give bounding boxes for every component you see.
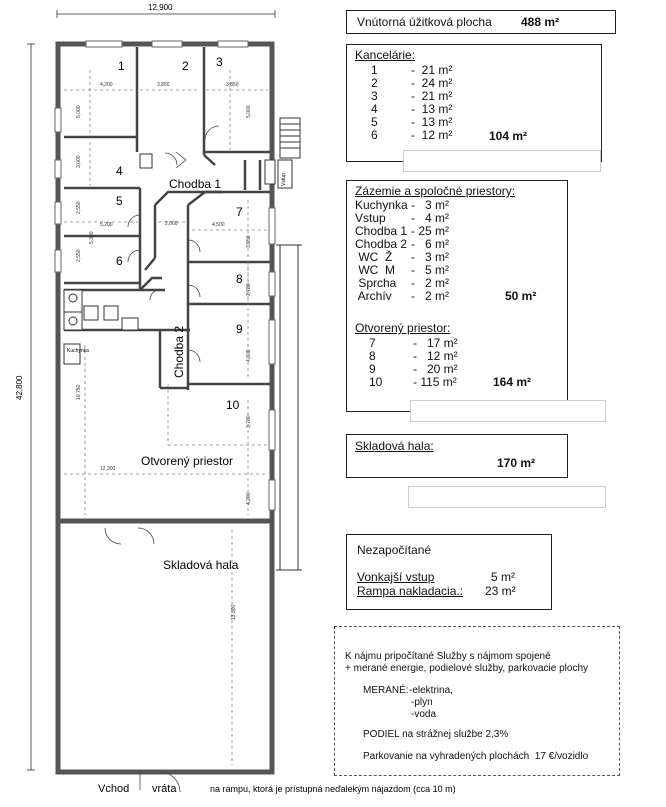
facility-3-name: Chodba 1 xyxy=(355,224,408,238)
open-7-num: 7 xyxy=(369,336,376,350)
dim-12300: 12,300 xyxy=(100,466,116,472)
metered-water: -voda xyxy=(411,709,437,720)
office-2-num: 2 xyxy=(371,76,378,90)
chodba-1-label: Chodba 1 xyxy=(169,177,222,191)
open-space-total: 164 m² xyxy=(493,375,532,389)
dim-3850b: 3,850 xyxy=(226,82,239,88)
room-2-label: 2 xyxy=(182,59,189,73)
notes-line-2: + merané energie, podielové služby, parkovacie plochy xyxy=(345,663,589,674)
dim-3950: 3,950 xyxy=(246,235,252,248)
facility-2-name: Vstup xyxy=(355,211,386,225)
dim-2780: 2,780 xyxy=(246,283,252,296)
facility-1-val: - 3 m² xyxy=(411,198,449,212)
dashed-lines xyxy=(64,70,268,765)
office-6-val: - 12 m² xyxy=(411,128,453,142)
office-4-num: 4 xyxy=(371,102,378,116)
summary-value: 488 m² xyxy=(521,15,560,29)
open-8-num: 8 xyxy=(369,349,376,363)
metered-label: MERANÉ: xyxy=(363,685,409,696)
room-9-label: 9 xyxy=(236,322,243,336)
dim-13800: 13,800 xyxy=(231,604,237,620)
dim-4300: 4,300 xyxy=(246,349,252,362)
facility-5-name: WC Ž xyxy=(355,250,393,264)
loading-ramp xyxy=(276,245,302,570)
facility-1-name: Kuchynka xyxy=(355,198,408,212)
office-4-val: - 13 m² xyxy=(411,102,453,116)
outdoor-entrance-name: Vonkajší vstup xyxy=(357,570,435,584)
dim-4200b: 4,200 xyxy=(246,492,252,505)
warehouse-blank-field xyxy=(408,486,606,508)
offices-box xyxy=(346,44,602,162)
dimension-labels xyxy=(76,82,252,620)
offices-title: Kancelárie: xyxy=(355,48,416,62)
ramp-note: na rampu, ktorá je prístupná neďalekým nájazdom (cca 10 m) xyxy=(210,784,456,794)
kitchen-label: Kuchynka xyxy=(67,348,89,354)
dim-5000b: 5,000 xyxy=(246,105,252,118)
room-4-label: 4 xyxy=(116,164,123,178)
not-counted-box xyxy=(346,534,552,610)
warehouse-box xyxy=(346,434,568,478)
facility-7-val: - 2 m² xyxy=(411,276,449,290)
dim-5300: 5,300 xyxy=(89,231,95,244)
room-8-label: 8 xyxy=(236,272,243,286)
office-5-val: - 13 m² xyxy=(411,115,453,129)
open-space-label: Otvorený priestor xyxy=(141,454,234,468)
warehouse-title: Skladová hala: xyxy=(355,439,434,453)
open-9-num: 9 xyxy=(369,362,376,376)
facility-2-val: - 4 m² xyxy=(411,211,449,225)
dim-3000: 3,000 xyxy=(76,155,82,168)
security-share: PODIEL na strážnej službe 2,3% xyxy=(363,729,509,740)
summary-label: Vnútorná úžitková plocha xyxy=(357,15,492,29)
warehouse-total: 170 m² xyxy=(497,456,536,470)
office-1-num: 1 xyxy=(371,63,378,77)
dim-4500: 4,500 xyxy=(212,222,225,228)
facility-5-val: - 3 m² xyxy=(411,250,449,264)
loading-ramp-value: 23 m² xyxy=(485,584,516,598)
open-10-val: - 115 m² xyxy=(413,375,457,389)
room-6-label: 6 xyxy=(116,254,123,268)
facility-4-val: - 6 m² xyxy=(411,237,449,251)
height-dimension xyxy=(27,44,35,770)
facility-6-val: - 5 m² xyxy=(411,263,449,277)
chodba-2-label: Chodba 2 xyxy=(172,325,186,378)
facility-8-name: Archív xyxy=(355,289,392,303)
entrance-bottom-label: Vchod xyxy=(98,783,130,795)
open-9-val: - 20 m² xyxy=(413,362,458,376)
office-3-val: - 21 m² xyxy=(411,89,453,103)
notes-line-1: K nájmu pripočítané Služby s nájmom spojené xyxy=(345,651,551,662)
entrance-label: Vstup xyxy=(281,173,287,186)
open-8-val: - 12 m² xyxy=(413,349,458,363)
office-6-num: 6 xyxy=(371,128,378,142)
open-10-num: 10 xyxy=(369,375,383,389)
outdoor-entrance-value: 5 m² xyxy=(491,570,515,584)
open-7-val: - 17 m² xyxy=(413,336,458,350)
dim-5000a: 5,000 xyxy=(76,105,82,118)
facilities-box xyxy=(346,180,568,412)
dim-3700: 3,700 xyxy=(246,415,252,428)
facility-8-val: - 2 m² xyxy=(411,289,449,303)
summary-box xyxy=(346,10,616,34)
dim-3850a: 3,850 xyxy=(157,82,170,88)
facilities-total: 50 m² xyxy=(505,289,537,303)
office-2-val: - 24 m² xyxy=(411,76,453,90)
facilities-title: Zázemie a spoločné priestory: xyxy=(355,184,516,198)
dim-2000: 2,000 xyxy=(165,221,178,227)
facility-7-name: Sprcha xyxy=(355,276,397,290)
metered-electricity: -elektrina, xyxy=(409,685,453,696)
room-7-label: 7 xyxy=(236,205,243,219)
offices-total: 104 m² xyxy=(489,129,528,143)
room-5-label: 5 xyxy=(116,194,123,208)
facility-3-val: - 25 m² xyxy=(411,224,450,238)
loading-ramp-name: Rampa nakladacia.: xyxy=(357,584,464,598)
width-dimension-label: 12,900 xyxy=(148,3,173,12)
dim-2550b: 2,550 xyxy=(76,249,82,262)
open-space-blank-field xyxy=(410,400,606,422)
room-3-label: 3 xyxy=(216,55,223,69)
offices-blank-field xyxy=(403,150,601,172)
office-5-num: 5 xyxy=(371,115,378,129)
office-3-num: 3 xyxy=(371,89,378,103)
office-1-val: - 21 m² xyxy=(411,63,453,77)
parking-note: Parkovanie na vyhradených plochách 17 €/vozidlo xyxy=(363,751,589,762)
metered-gas: -plyn xyxy=(411,697,433,708)
facility-6-name: WC M xyxy=(355,263,395,277)
gate-label: vráta xyxy=(152,783,177,795)
dim-10750: 10,750 xyxy=(76,384,82,400)
height-dimension-label: 42,800 xyxy=(15,375,24,400)
facility-4-name: Chodba 2 xyxy=(355,237,408,251)
open-space-title: Otvorený priestor: xyxy=(355,321,451,335)
notes-box xyxy=(334,626,620,776)
warehouse-label: Skladová hala xyxy=(163,558,239,572)
dim-5200: 5,200 xyxy=(100,222,113,228)
not-counted-title: Nezapočítané xyxy=(357,543,432,557)
dim-2550a: 2,550 xyxy=(76,201,82,214)
room-10-label: 10 xyxy=(226,398,240,412)
room-1-label: 1 xyxy=(118,59,125,73)
dim-4200a: 4,200 xyxy=(100,82,113,88)
